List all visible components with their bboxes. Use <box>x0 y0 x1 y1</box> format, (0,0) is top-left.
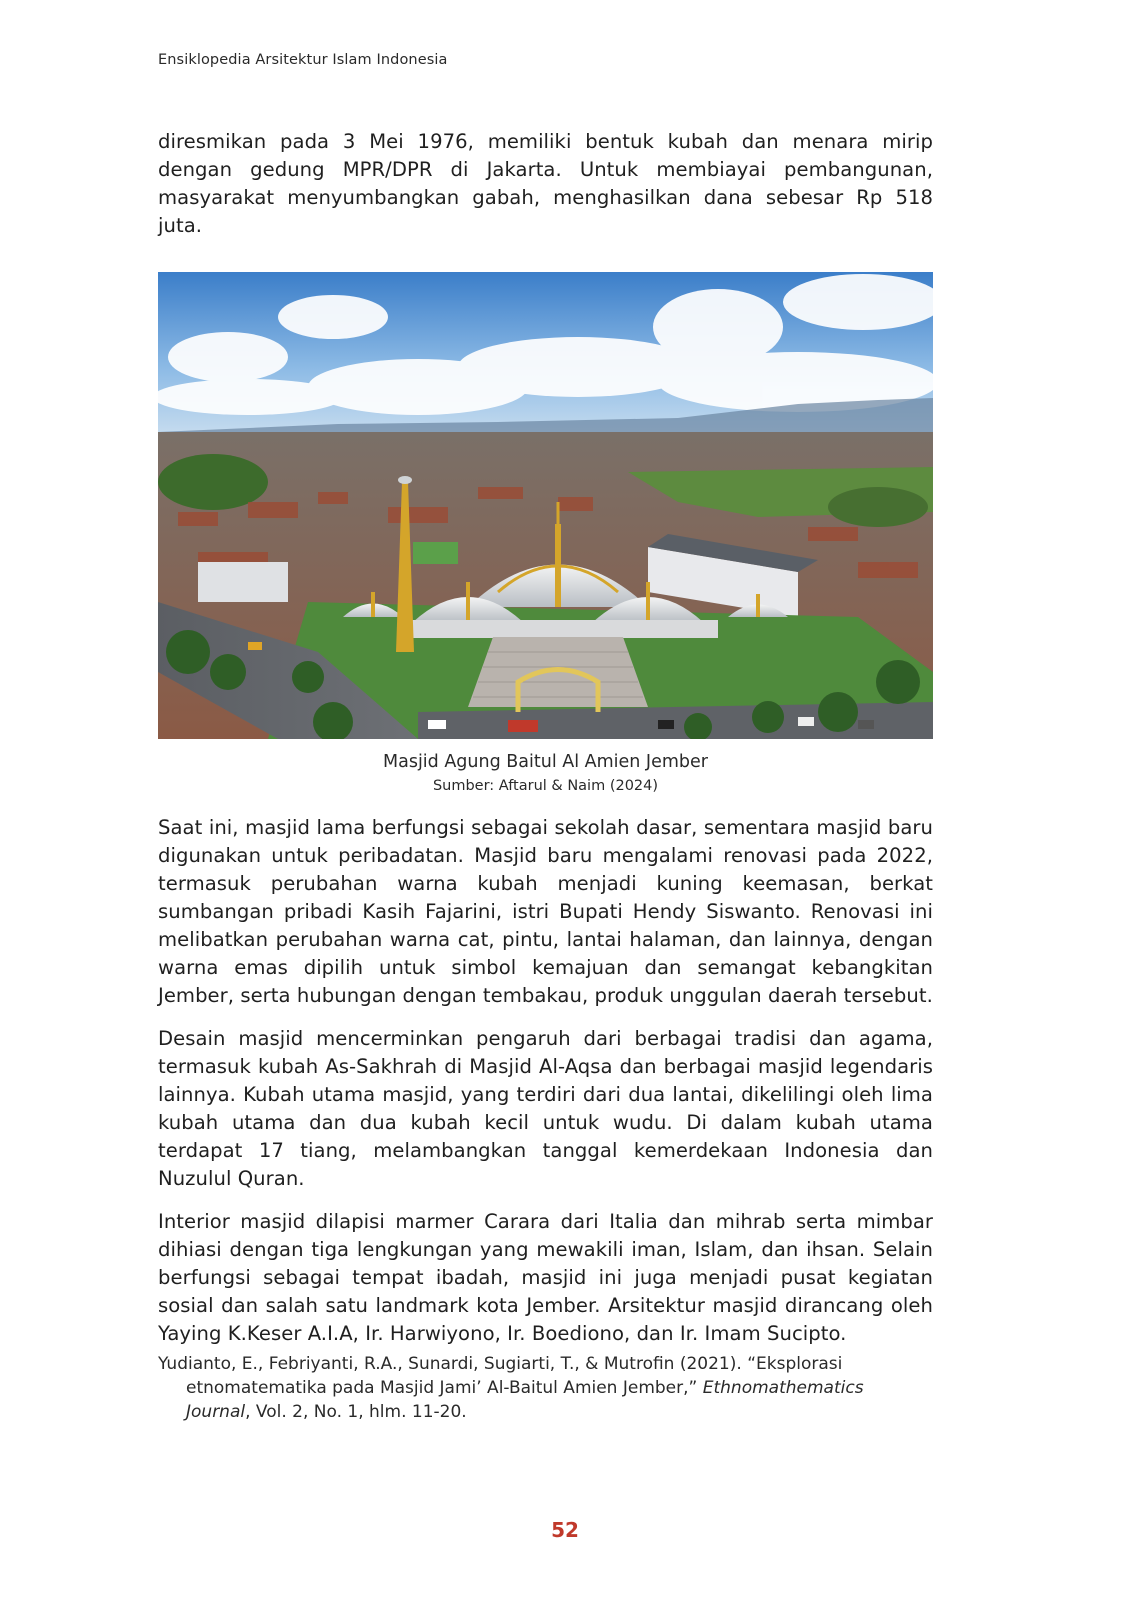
reference-journal: Ethnomathematics Journal <box>186 1378 864 1422</box>
body-paragraph: Desain masjid mencerminkan pengaruh dari berbagai tradisi dan agama, termasuk kubah As-Sakhrah di Masjid Al-Aqsa dan berbagai masjid legendaris lainnya. Kubah utama masjid, yang terdiri dari dua lantai, dikelilingi oleh lima kubah utama dan dua kubah kecil untuk wudu. Di dalam kubah utama terdapat 17 tiang, melambangkan tanggal kemerdekaan Indonesia dan Nuzulul Quran. <box>158 1027 933 1190</box>
body-paragraph: Interior masjid dilapisi marmer Carara dari Italia dan mihrab serta mimbar dihiasi dengan tiga lengkungan yang mewakili iman, Islam, dan ihsan. Selain berfungsi sebagai tempat ibadah, masjid ini juga menjadi pusat kegiatan sosial dan salah satu landmark kota Jember. Arsitektur masjid dirancang oleh Yaying K.Keser A.I.A, Ir. Harwiyono, Ir. Boediono, dan Ir. Imam Sucipto. <box>158 1210 933 1345</box>
main-content <box>158 128 933 1363</box>
figure-source: Sumber: Aftarul & Naim (2024) <box>432 778 659 794</box>
intro-paragraph: diresmikan pada 3 Mei 1976, memiliki bentuk kubah dan menara mirip dengan gedung MPR/DPR di Jakarta. Untuk membiayai pembangunan, masyarakat menyumbangkan gabah, menghasilkan dana sebesar Rp 518 juta. <box>158 130 933 237</box>
page-number: 52 <box>551 1518 579 1542</box>
running-header: Ensiklopedia Arsitektur Islam Indonesia <box>158 52 448 68</box>
reference-details: , Vol. 2, No. 1, hlm. 11-20. <box>245 1402 467 1422</box>
reference-entry <box>158 1352 926 1424</box>
figure-caption: Masjid Agung Baitul Al Amien Jember <box>383 752 708 772</box>
reference-authors: Yudianto, E., Febriyanti, R.A., Sunardi, Sugiarti, T., & Mutrofin (2021). “Eksplorasi etnomatematika pada Masjid Jami’ Al-Baitul Amien Jember,” <box>158 1354 843 1398</box>
body-paragraph: Saat ini, masjid lama berfungsi sebagai sekolah dasar, sementara masjid baru digunakan untuk peribadatan. Masjid baru mengalami renovasi pada 2022, termasuk perubahan warna kubah menjadi kuning keemasan, berkat sumbangan pribadi Kasih Fajarini, istri Bupati Hendy Siswanto. Renovasi ini melibatkan perubahan warna cat, pintu, lantai halaman, dan lainnya, dengan warna emas dipilih untuk simbol kemajuan dan semangat kebangkitan Jember, serta hubungan dengan tembakau, produk unggulan daerah tersebut. <box>158 816 933 1007</box>
mosque-photo <box>158 272 933 739</box>
